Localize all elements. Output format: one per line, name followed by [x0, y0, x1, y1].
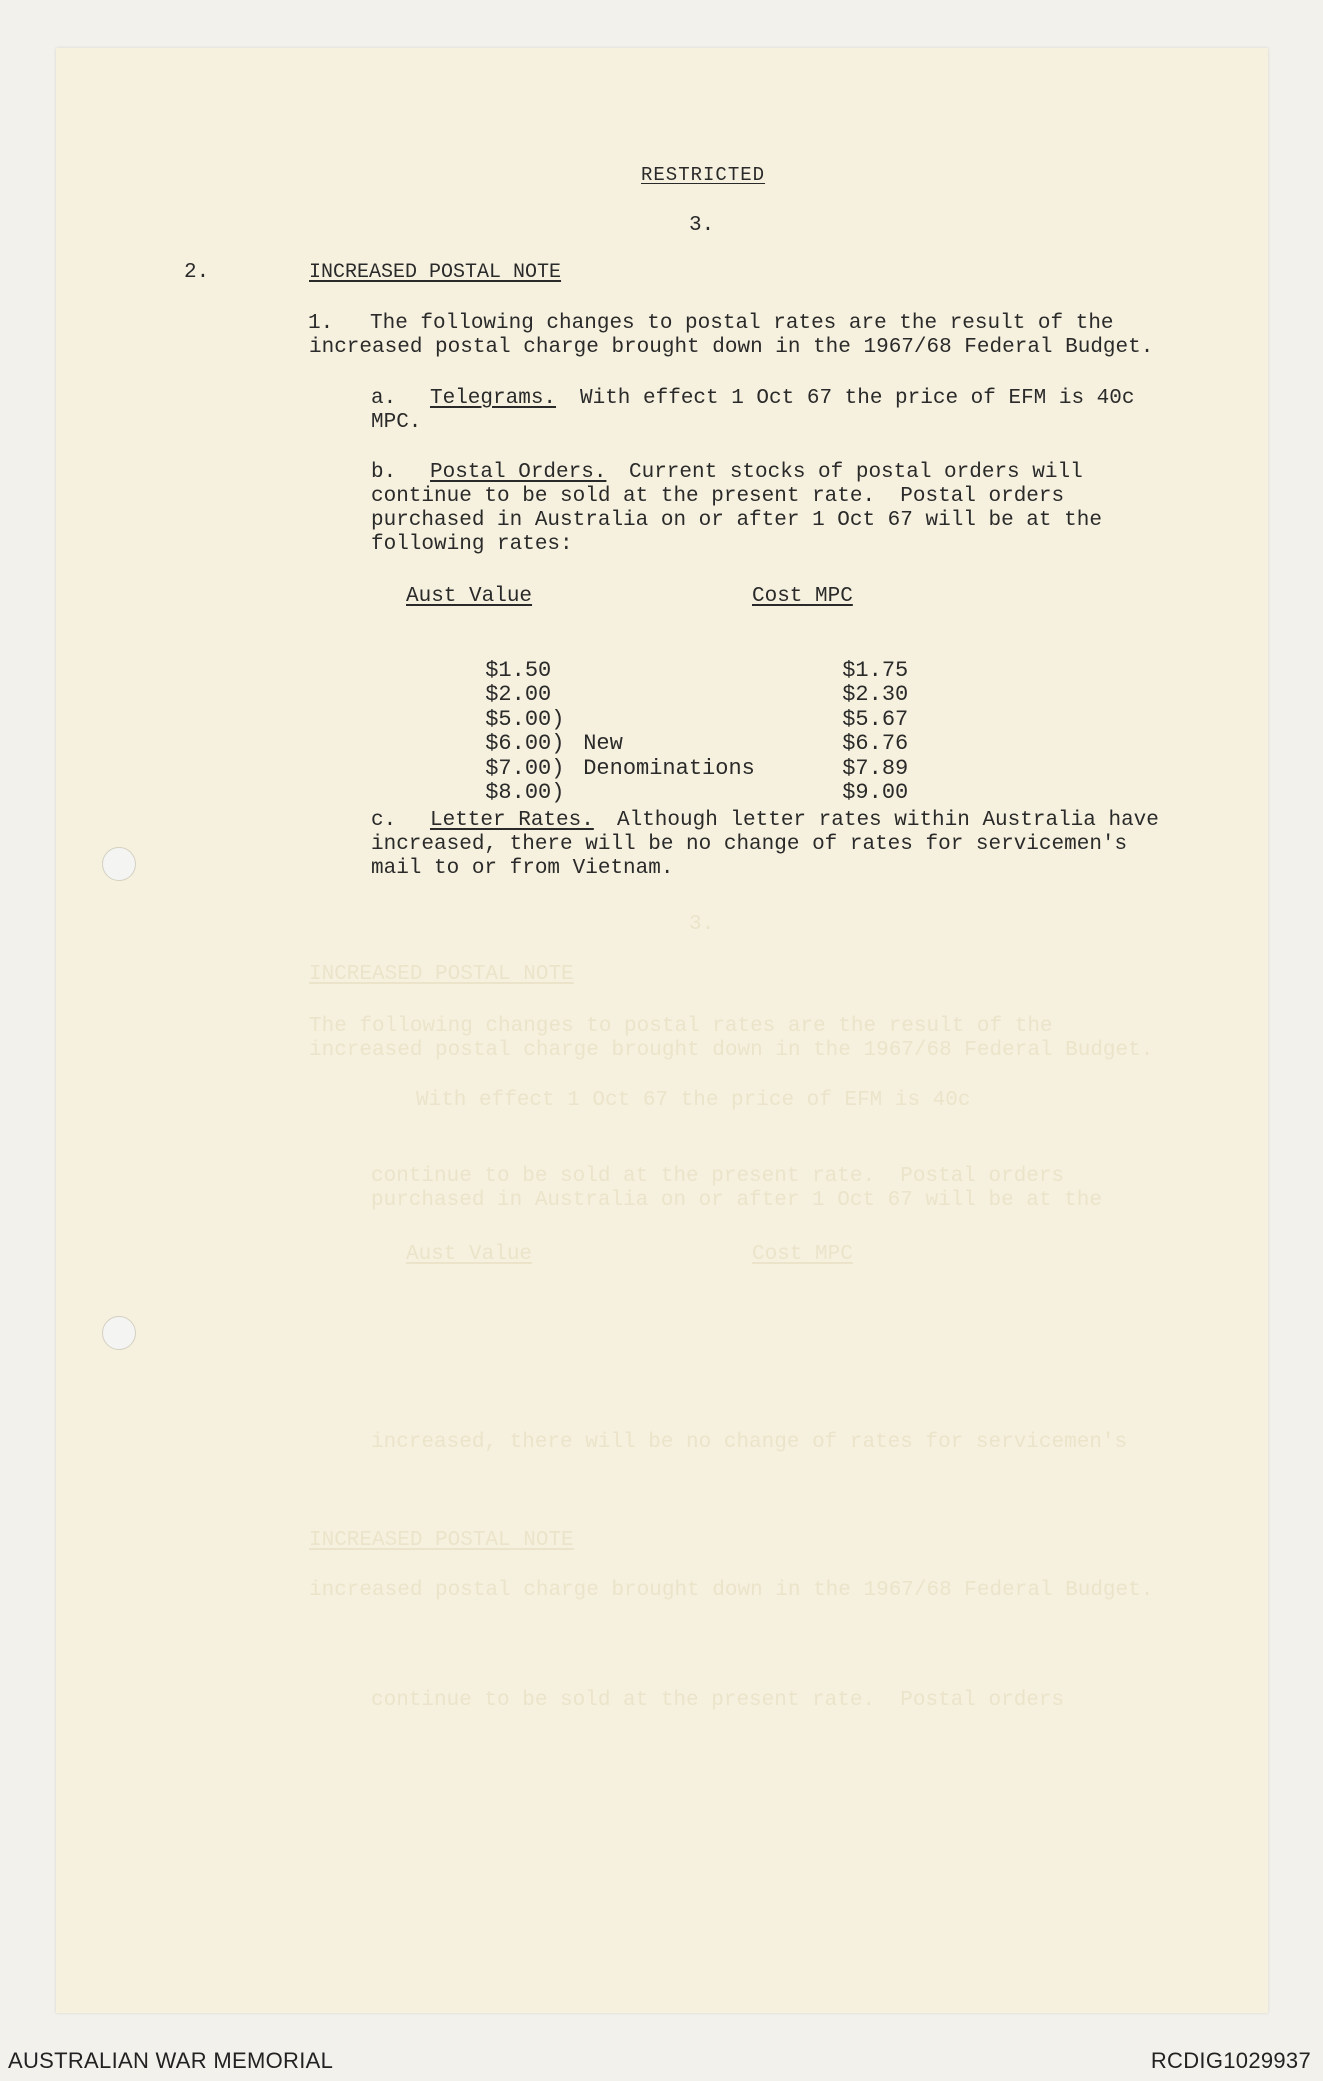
archive-footer-left: AUSTRALIAN WAR MEMORIAL [8, 2048, 334, 2073]
document-page [56, 48, 1268, 2013]
show-through-line: continue to be sold at the present rate. Postal orders [371, 1689, 1065, 1712]
show-through-line: The following changes to postal rates are the result of the [309, 1015, 1053, 1038]
show-through-line: With effect 1 Oct 67 the price of EFM is 40c [416, 1089, 971, 1112]
item-c-line2: increased, there will be no change of rates for servicemen's [371, 833, 1128, 856]
aust-value-cell: $5.00) [485, 706, 565, 732]
table-header-cost-mpc: Cost MPC [752, 585, 853, 608]
item-b-line3: purchased in Australia on or after 1 Oct 67 will be at the [371, 509, 1102, 532]
para1-line2: increased postal charge brought down in the 1967/68 Federal Budget. [309, 336, 1154, 359]
para1-number: 1. [308, 312, 334, 335]
show-through-header: Aust Value [406, 1243, 533, 1266]
table-header-aust-value: Aust Value [406, 585, 533, 608]
aust-value-cell: $7.00) [485, 755, 565, 781]
item-a-heading: Telegrams. [430, 387, 557, 410]
mpc-cost-cell: $6.76 [842, 730, 909, 756]
item-b-line1: Current stocks of postal orders will [629, 461, 1083, 484]
mpc-cost-cell: $5.67 [842, 706, 909, 732]
item-b-line4: following rates: [371, 533, 573, 556]
punch-hole-upper [102, 847, 136, 881]
item-a-line2: MPC. [371, 411, 422, 434]
mpc-cost-cell: $9.00 [842, 779, 909, 805]
section-number: 2. [184, 261, 210, 284]
aust-value-cell: $1.50 [485, 657, 552, 683]
mpc-cost-cell: $1.75 [842, 657, 909, 683]
page-number: 3. [689, 214, 715, 237]
show-through-title: INCREASED POSTAL NOTE [309, 963, 574, 986]
item-c-line3: mail to or from Vietnam. [371, 857, 674, 880]
show-through-line: continue to be sold at the present rate. Postal orders [371, 1165, 1065, 1188]
show-through-line: purchased in Australia on or after 1 Oct 67 will be at the [371, 1189, 1102, 1212]
archive-footer-right: RCDIG1029937 [1150, 2048, 1311, 2073]
show-through-line: increased, there will be no change of rates for servicemen's [371, 1431, 1128, 1454]
mpc-cost-cell: $7.89 [842, 755, 909, 781]
item-c-letter: c. [371, 809, 397, 832]
aust-value-cell: $2.00 [485, 681, 552, 707]
item-c-line1: Although letter rates within Australia have [617, 809, 1159, 832]
classification-marking: RESTRICTED [641, 164, 766, 186]
item-a-letter: a. [371, 387, 397, 410]
show-through-line: increased postal charge brought down in the 1967/68 Federal Budget. [309, 1039, 1154, 1062]
para1-line1: The following changes to postal rates are the result of the [370, 312, 1114, 335]
show-through-header: Cost MPC [752, 1243, 853, 1266]
aust-value-cell: $6.00) [485, 730, 565, 756]
item-a-line1: With effect 1 Oct 67 the price of EFM is 40c [580, 387, 1135, 410]
item-b-letter: b. [371, 461, 397, 484]
mpc-cost-cell: $2.30 [842, 681, 909, 707]
punch-hole-lower [102, 1316, 136, 1350]
show-through-title: INCREASED POSTAL NOTE [309, 1529, 574, 1552]
note-cell: Denominations [583, 755, 755, 781]
section-title: INCREASED POSTAL NOTE [309, 261, 562, 284]
item-b-line2: continue to be sold at the present rate. Postal orders [371, 485, 1065, 508]
note-cell: New [583, 730, 623, 756]
item-b-heading: Postal Orders. [430, 461, 607, 484]
show-through-page-number: 3. [689, 913, 715, 936]
item-c-heading: Letter Rates. [430, 809, 594, 832]
show-through-line: increased postal charge brought down in the 1967/68 Federal Budget. [309, 1579, 1154, 1602]
aust-value-cell: $8.00) [485, 779, 565, 805]
